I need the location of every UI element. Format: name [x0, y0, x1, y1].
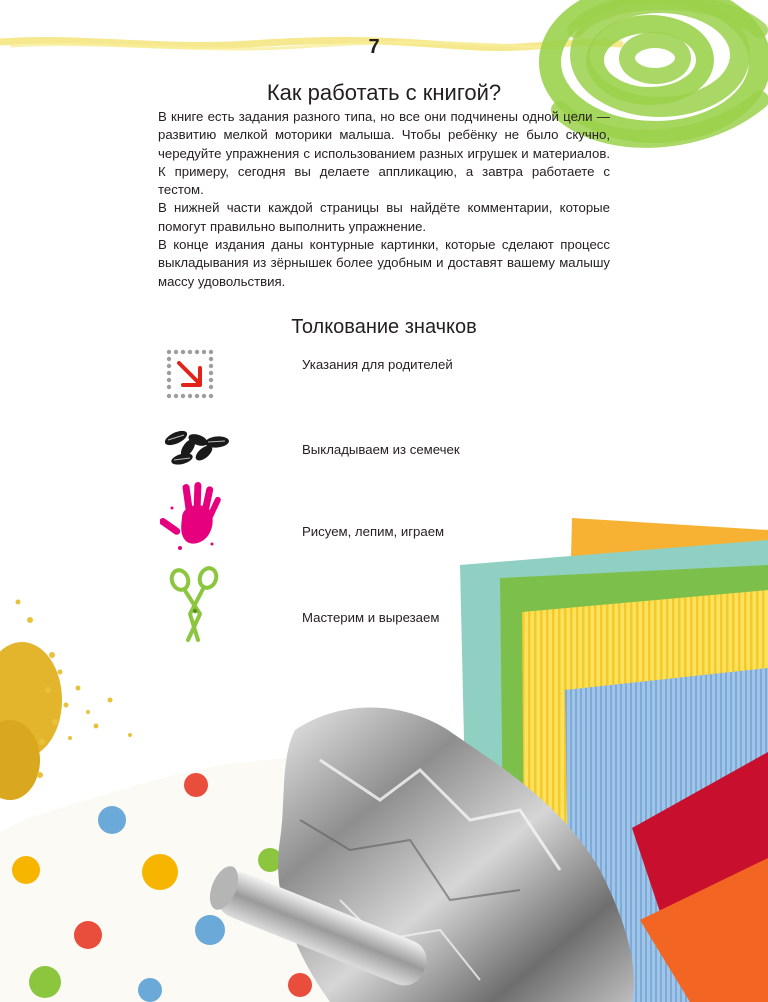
parent-instructions-icon [160, 340, 230, 430]
intro-text [158, 108, 610, 291]
page-title: Как работать с книгой? [266, 80, 502, 105]
intro-paragraph: В книге есть задания разного типа, но все они подчинены одной цели — развитию мелкой моторики малыша. Чтобы ребёнку не было скучно, чередуйте упражнения с использованием разных игрушек и материалов. К примеру, сегодня вы делаете аппликацию, а завтра работаете с тестом. [158, 109, 610, 198]
legend-title: Толкование значков [291, 316, 477, 338]
legend-label: Мастерим и вырезаем [302, 610, 440, 625]
legend-label: Выкладываем из семечек [302, 442, 460, 457]
intro-paragraph: В конце издания даны контурные картинки, которые сделают процесс выкладывания из зёрнышек более удобным и доставят вашему малышу массу удовольствия. [158, 237, 610, 289]
legend-item-scissors [160, 562, 620, 652]
scissors-icon [160, 562, 230, 652]
legend-label: Указания для родителей [302, 357, 453, 372]
legend-label: Рисуем, лепим, играем [302, 524, 445, 539]
intro-paragraph: В нижней части каждой страницы вы найдёте комментарии, которые помогут правильно выполнить упражнение. [158, 200, 610, 234]
handprint-icon [160, 478, 230, 568]
millet-grains [0, 600, 132, 801]
page-number: 7 [368, 36, 380, 58]
legend-item-handprint [160, 478, 620, 568]
yellow-crayon-line [0, 40, 620, 49]
legend-item-parent-instructions [160, 340, 620, 430]
